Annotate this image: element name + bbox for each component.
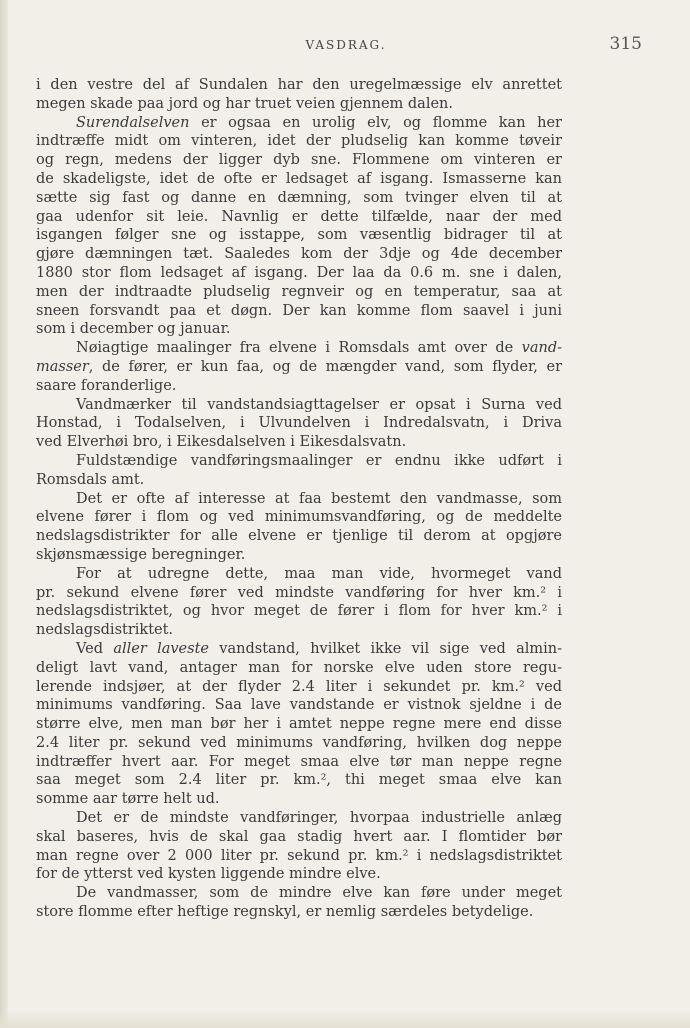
running-head: VASDRAG. [305,38,387,52]
text-line: lerende indsjøer, at der flyder 2.4 liter i sekundet pr. km.² ved [36,678,562,695]
body-text [36,76,562,922]
text-line: indtræffe midt om vinteren, idet der pludselig kan komme tøveir [36,133,562,150]
text-line: indtræffer hvert aar. For meget smaa elve tør man neppe regne [36,753,562,770]
text-line: masser, de fører, er kun faa, og de mængder vand, som flyder, er [36,358,562,375]
text-line: isgangen følger sne og isstappe, som væsentlig bidrager til at [36,227,562,244]
text-line: elvene fører i flom og ved minimumsvandføring, og de meddelte [36,509,562,526]
text-line: Vandmærker til vandstandsiagttagelser er opsat i Surna ved [76,396,562,413]
text-line: sneen forsvandt paa et døgn. Der kan komme flom saavel i juni [36,302,562,319]
text-line: store flomme efter heftige regnskyl, er nemlig særdeles betydelige. [36,904,534,921]
text-line: ved Elverhøi bro, i Eikesdalselven i Eikesdalsvatn. [36,434,407,451]
text-line: 2.4 liter pr. sekund ved minimums vandføring, hvilken dog neppe [36,734,562,751]
text-line: pr. sekund elvene fører ved mindste vandføring for hver km.² i [36,584,562,601]
text-line: nedslagsdistrikter for alle elvene er tjenlige til derom at opgjøre [36,528,562,545]
text-line: Det er ofte af interesse at faa bestemt den vandmasse, som [76,490,562,507]
text-line: saare foranderlige. [36,377,177,394]
text-line: 1880 stor flom ledsaget af isgang. Der laa da 0.6 m. sne i dalen, [36,264,562,281]
text-line: sætte sig fast og danne en dæmning, som tvinger elven til at [36,189,562,206]
text-line: men der indtraadte pludselig regnveir og en temperatur, saa at [36,283,562,300]
text-line: skjønsmæssige beregninger. [36,546,246,563]
page-header [36,34,656,60]
text-line: Romsdals amt. [36,471,145,488]
text-line: og regn, medens der ligger dyb sne. Flommene om vinteren er [36,152,562,169]
text-line: somme aar tørre helt ud. [36,791,220,808]
text-line: For at udregne dette, maa man vide, hvormeget vand [76,565,562,582]
text-line: man regne over 2 000 liter pr. sekund pr. km.² i nedslagsdistriktet [36,847,562,864]
text-line: saa meget som 2.4 liter pr. km.², thi meget smaa elve kan [36,772,562,789]
text-line: gjøre dæmningen tæt. Saaledes kom der 3dje og 4de december [36,246,562,263]
page-number: 315 [609,34,642,54]
text-line: deligt lavt vand, antager man for norske elve uden store regu- [36,659,562,676]
text-line: gaa udenfor sit leie. Navnlig er dette tilfælde, naar der med [36,208,562,225]
text-line: De vandmasser, som de mindre elve kan føre under meget [76,885,562,902]
text-line: Honstad, i Todalselven, i Ulvundelven i Indredalsvatn, i Driva [36,415,562,432]
text-line: Det er de mindste vandføringer, hvorpaa industrielle anlæg [76,810,562,827]
page-edge-shadow [0,0,8,1028]
text-line: i den vestre del af Sundalen har den uregelmæssige elv anrettet [36,77,562,93]
text-line: nedslagsdistriktet, og hvor meget de fører i flom for hver km.² i [36,603,562,620]
page-bottom-edge [0,1010,690,1028]
text-line: Nøiagtige maalinger fra elvene i Romsdals amt over de vand- [76,340,562,357]
text-line: Surendalselven er ogsaa en urolig elv, og flomme kan her [76,114,562,131]
text-line: minimums vandføring. Saa lave vandstande er vistnok sjeldne i de [36,697,562,714]
text-line: Fuldstændige vandføringsmaalinger er endnu ikke udført i [76,452,562,469]
text-line: for de ytterst ved kysten liggende mindre elve. [36,866,381,883]
text-line: større elve, men man bør her i amtet neppe regne mere end disse [36,716,562,733]
text-line: som i december og januar. [36,321,231,338]
text-line: nedslagsdistriktet. [36,622,174,639]
text-line: de skadeligste, idet de ofte er ledsaget af isgang. Ismasserne kan [36,170,562,187]
text-line: skal baseres, hvis de skal gaa stadig hvert aar. I flomtider bør [36,828,562,845]
text-line: megen skade paa jord og har truet veien gjennem dalen. [36,95,453,112]
text-line: Ved aller laveste vandstand, hvilket ikke vil sige ved almin- [76,640,562,657]
